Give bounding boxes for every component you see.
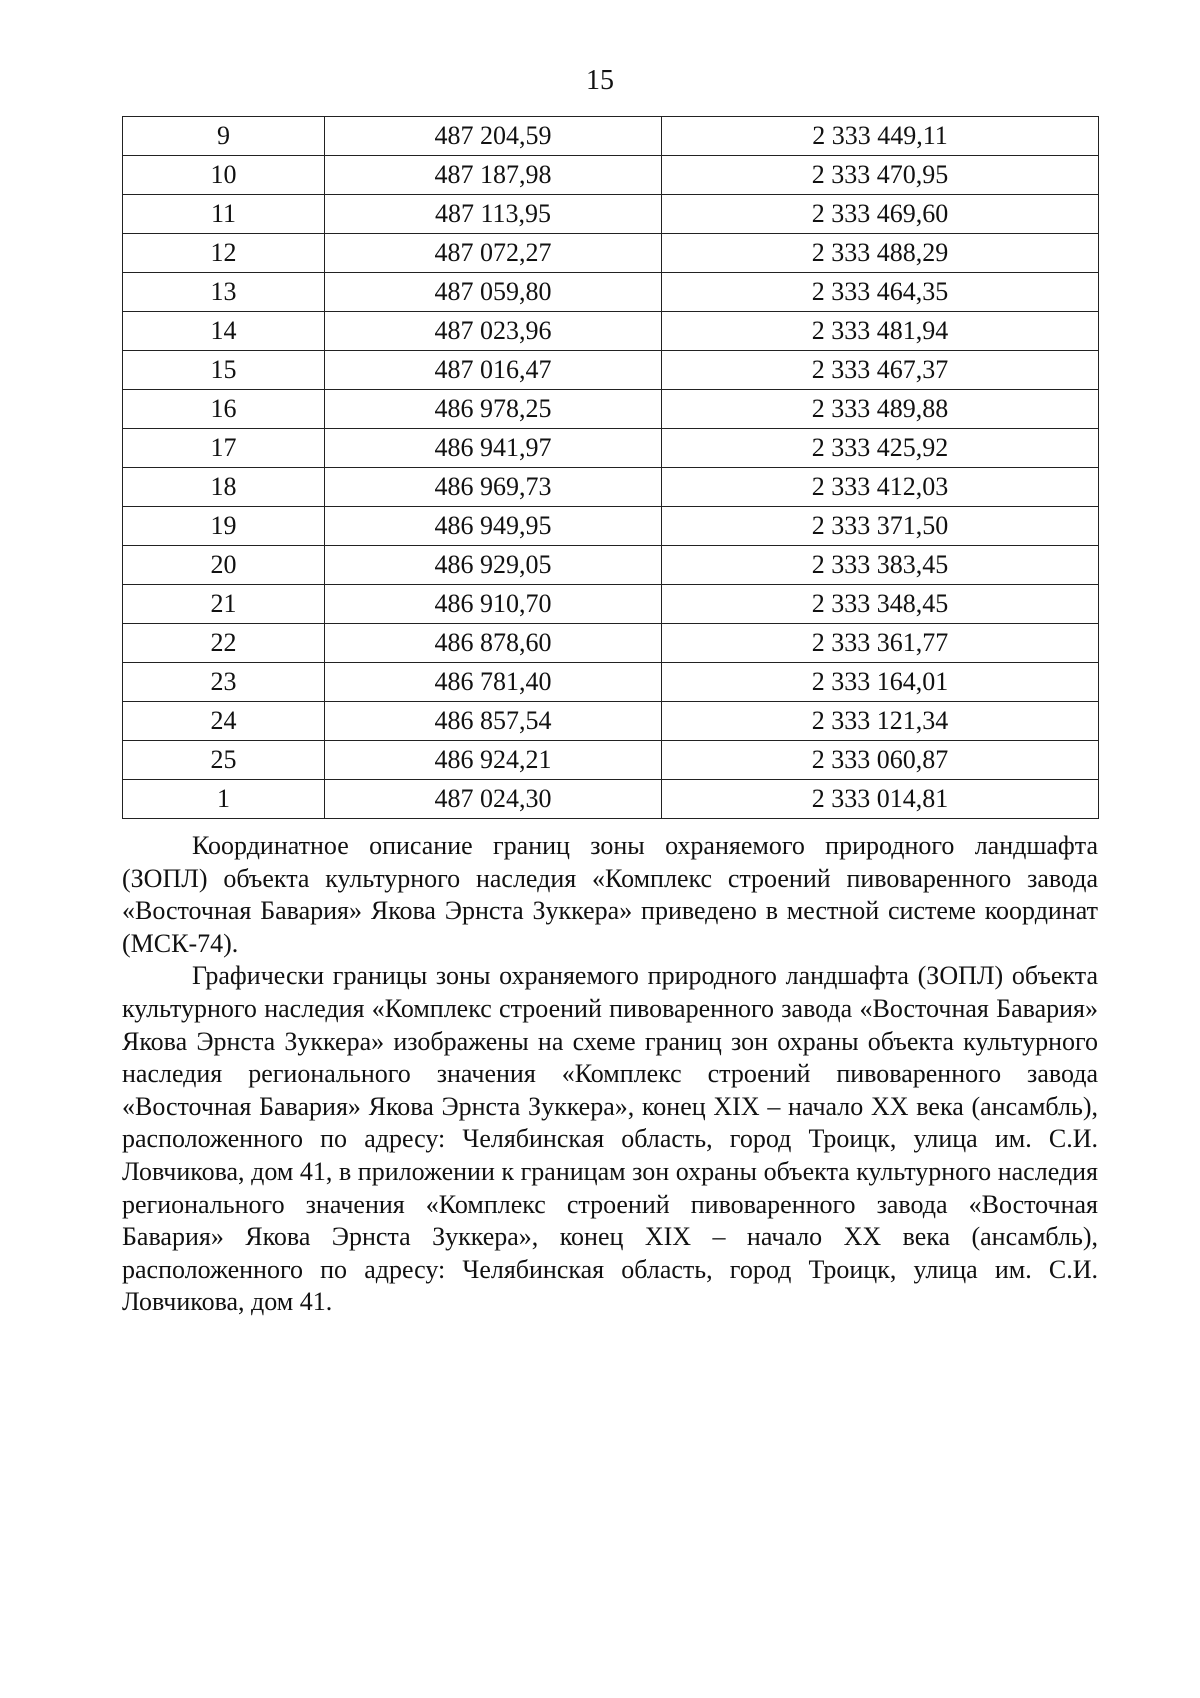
table-row xyxy=(123,273,1099,312)
x-coordinate-cell: 486 969,73 xyxy=(325,468,662,507)
body-text xyxy=(122,830,1098,1319)
point-number-cell: 11 xyxy=(123,195,325,234)
y-coordinate-cell: 2 333 348,45 xyxy=(662,585,1099,624)
x-coordinate-cell: 486 781,40 xyxy=(325,663,662,702)
table-row xyxy=(123,234,1099,273)
table-row xyxy=(123,702,1099,741)
point-number-cell: 12 xyxy=(123,234,325,273)
y-coordinate-cell: 2 333 371,50 xyxy=(662,507,1099,546)
x-coordinate-cell: 487 016,47 xyxy=(325,351,662,390)
x-coordinate-cell: 486 949,95 xyxy=(325,507,662,546)
y-coordinate-cell: 2 333 470,95 xyxy=(662,156,1099,195)
table-row xyxy=(123,468,1099,507)
x-coordinate-cell: 486 929,05 xyxy=(325,546,662,585)
table-row xyxy=(123,117,1099,156)
point-number-cell: 16 xyxy=(123,390,325,429)
x-coordinate-cell: 486 924,21 xyxy=(325,741,662,780)
x-coordinate-cell: 487 024,30 xyxy=(325,780,662,819)
y-coordinate-cell: 2 333 449,11 xyxy=(662,117,1099,156)
x-coordinate-cell: 486 878,60 xyxy=(325,624,662,663)
y-coordinate-cell: 2 333 412,03 xyxy=(662,468,1099,507)
point-number-cell: 19 xyxy=(123,507,325,546)
table-row xyxy=(123,624,1099,663)
x-coordinate-cell: 487 113,95 xyxy=(325,195,662,234)
table-row xyxy=(123,390,1099,429)
y-coordinate-cell: 2 333 488,29 xyxy=(662,234,1099,273)
point-number-cell: 13 xyxy=(123,273,325,312)
x-coordinate-cell: 487 023,96 xyxy=(325,312,662,351)
page-number: 15 xyxy=(586,65,614,96)
y-coordinate-cell: 2 333 489,88 xyxy=(662,390,1099,429)
y-coordinate-cell: 2 333 425,92 xyxy=(662,429,1099,468)
coordinates-table xyxy=(122,116,1099,819)
x-coordinate-cell: 487 187,98 xyxy=(325,156,662,195)
x-coordinate-cell: 486 857,54 xyxy=(325,702,662,741)
table-row xyxy=(123,507,1099,546)
table-row xyxy=(123,312,1099,351)
table-row xyxy=(123,741,1099,780)
y-coordinate-cell: 2 333 361,77 xyxy=(662,624,1099,663)
point-number-cell: 14 xyxy=(123,312,325,351)
table-row xyxy=(123,780,1099,819)
x-coordinate-cell: 486 941,97 xyxy=(325,429,662,468)
y-coordinate-cell: 2 333 164,01 xyxy=(662,663,1099,702)
point-number-cell: 10 xyxy=(123,156,325,195)
point-number-cell: 21 xyxy=(123,585,325,624)
x-coordinate-cell: 487 204,59 xyxy=(325,117,662,156)
y-coordinate-cell: 2 333 481,94 xyxy=(662,312,1099,351)
point-number-cell: 9 xyxy=(123,117,325,156)
table-row xyxy=(123,585,1099,624)
y-coordinate-cell: 2 333 469,60 xyxy=(662,195,1099,234)
x-coordinate-cell: 487 072,27 xyxy=(325,234,662,273)
table-row xyxy=(123,663,1099,702)
point-number-cell: 17 xyxy=(123,429,325,468)
point-number-cell: 22 xyxy=(123,624,325,663)
x-coordinate-cell: 486 978,25 xyxy=(325,390,662,429)
table-row xyxy=(123,195,1099,234)
x-coordinate-cell: 486 910,70 xyxy=(325,585,662,624)
table-row xyxy=(123,546,1099,585)
point-number-cell: 1 xyxy=(123,780,325,819)
point-number-cell: 23 xyxy=(123,663,325,702)
y-coordinate-cell: 2 333 467,37 xyxy=(662,351,1099,390)
table-row xyxy=(123,429,1099,468)
point-number-cell: 15 xyxy=(123,351,325,390)
y-coordinate-cell: 2 333 014,81 xyxy=(662,780,1099,819)
point-number-cell: 18 xyxy=(123,468,325,507)
y-coordinate-cell: 2 333 060,87 xyxy=(662,741,1099,780)
y-coordinate-cell: 2 333 383,45 xyxy=(662,546,1099,585)
table-row xyxy=(123,351,1099,390)
y-coordinate-cell: 2 333 121,34 xyxy=(662,702,1099,741)
point-number-cell: 24 xyxy=(123,702,325,741)
table-row xyxy=(123,156,1099,195)
point-number-cell: 25 xyxy=(123,741,325,780)
paragraph-graphic-boundaries: Графически границы зоны охраняемого природного ландшафта (ЗОПЛ) объекта культурного наследия «Комплекс строений пивоваренного завода «Восточная Бавария» Якова Эрнста Зуккера» изображены на схеме границ зон охраны объекта культурного наследия регионального значения «Комплекс строений пивоваренного завода «Восточная Бавария» Якова Эрнста Зуккера», конец XIX – начало XX века (ансамбль), расположенного по адресу: Челябинская область, город Троицк, улица им. С.И. Ловчикова, дом 41, в приложении к границам зон охраны объекта культурного наследия регионального значения «Комплекс строений пивоваренного завода «Восточная Бавария» Якова Эрнста Зуккера», конец XIX – начало XX века (ансамбль), расположенного по адресу: Челябинская область, город Троицк, улица им. С.И. Ловчикова, дом 41. xyxy=(122,961,1098,1317)
paragraph-coordinate-description: Координатное описание границ зоны охраняемого природного ландшафта (ЗОПЛ) объекта культурного наследия «Комплекс строений пивоваренного завода «Восточная Бавария» Якова Эрнста Зуккера» приведено в местной системе координат (МСК-74). xyxy=(122,831,1098,958)
x-coordinate-cell: 487 059,80 xyxy=(325,273,662,312)
y-coordinate-cell: 2 333 464,35 xyxy=(662,273,1099,312)
point-number-cell: 20 xyxy=(123,546,325,585)
